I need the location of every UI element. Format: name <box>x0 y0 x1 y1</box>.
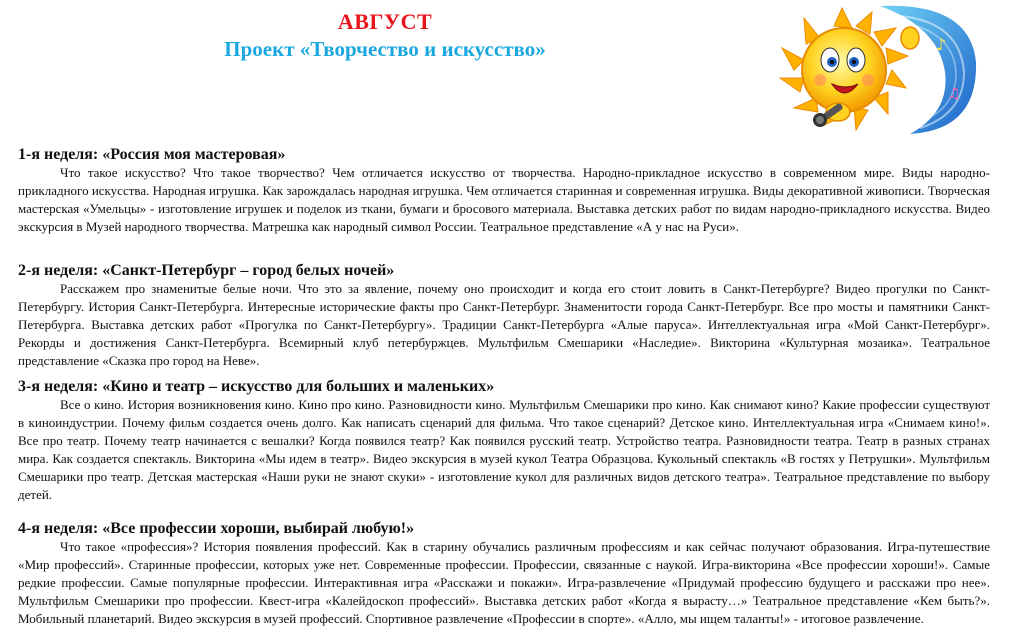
week-4-section <box>18 519 990 628</box>
project-title: Проект «Творчество и искусство» <box>224 37 546 61</box>
week-3-text: Все о кино. История возникновения кино. Кино про кино. Разновидности кино. Мультфильм Смешарики про кино. Как снимают кино? Какие профессии существуют в киноиндустрии. Почему фильм создается очень долго. Как написать сценарий для фильма. Что такое сценарий? Детское кино. Интеллектуальная игра «Снимаем кино!». Все про театр. Почему театр начинается с вешалки? Когда появился театр? Как появился русский театр. Устройство театра. Разновидности театра. Театр в разных странах мира. Как создается спектакль. Викторина «Мы идем в театр». Видео экскурсия в музей кукол Театра Образцова. Кукольный спектакль «В гостях у Петрушки». Мультфильм Смешарики про театр. Детская мастерская «Наши руки не знают скуки» - изготовление кукол для различных видов детского театра». Театральное представление по выбору детей. <box>18 397 990 502</box>
week-4-title: 4-я неделя: «Все профессии хороши, выбирай любую!» <box>18 520 415 537</box>
week-1-text: Что такое искусство? Что такое творчество? Чем отличается искусство от творчества. Народно-прикладное искусство в современном мире. Виды народно-прикладного искусства. Народная игрушка. Как зарождалась народная игрушка. Чем отличается старинная и современная игрушка. Виды декоративной живописи. Творческая мастерская «Умельцы» - изготовление игрушек и поделок из ткани, бумаги и бросового материала. Выставка детских работ по видам народно-прикладного искусства. Видео экскурсия в Музей народного творчества. Матрешка как народный символ России. Театральное представление «А у нас на Руси». <box>18 165 990 234</box>
week-4-text: Что такое «профессия»? История появления профессий. Как в старину обучались различным профессиям и как сейчас получают образования. Игра-путешествие «Мир профессий». Старинные профессии, которых уже нет. Современные профессии. Профессии, связанные с наукой. Игра-викторина «Все профессии хороши!». Самые редкие профессии. Самые популярные профессии. Интерактивная игра «Расскажи и покажи». Игра-развлечение «Придумай профессию будущего и расскажи про нее». Мультфильм Смешарики про профессии. Квест-игра «Калейдоскоп профессий». Выставка детских работ «Когда я вырасту…» Театральное представление «Кем быть?». Мобильный планетарий. Видео экскурсия в музей профессий. Спортивное развлечение «Профессии в спорте». «Алло, мы ищем таланты!» - итоговое развлечение. <box>18 539 990 626</box>
week-2-text: Расскажем про знаменитые белые ночи. Что это за явление, почему оно происходит и когда его стоит ловить в Санкт-Петербурге? Видео прогулки по Санкт-Петербургу. История Санкт-Петербурга. Интересные исторические факты про Санкт-Петербург. Знаменитости города Санкт-Петербург. Все про мосты и памятники Санкт-Петербурга. Выставка детских работ «Прогулка по Санкт-Петербургу». Традиции Санкт-Петербурга «Алые паруса». Интеллектуальная игра «Мой Санкт-Петербург». Рекорды и достижения Санкт-Петербурга. Всемирный клуб петербуржцев. Мультфильм Смешарики «Наследие». Викторина «Культурная мозаика». Театральное представление «Сказка про город на Неве». <box>18 281 990 368</box>
week-1-title: 1-я неделя: «Россия моя мастеровая» <box>18 146 286 163</box>
sun-singer-icon <box>760 2 980 138</box>
svg-text:♫: ♫ <box>948 86 961 102</box>
week-2-section <box>18 261 990 370</box>
week-3-section <box>18 377 990 504</box>
month-title: АВГУСТ <box>337 9 433 34</box>
week-3-title: 3-я неделя: «Кино и театр – искусство для больших и маленьких» <box>18 378 495 395</box>
week-2-title: 2-я неделя: «Санкт-Петербург – город белых ночей» <box>18 262 395 279</box>
week-1-section <box>18 145 990 236</box>
svg-text:♪: ♪ <box>936 35 947 54</box>
